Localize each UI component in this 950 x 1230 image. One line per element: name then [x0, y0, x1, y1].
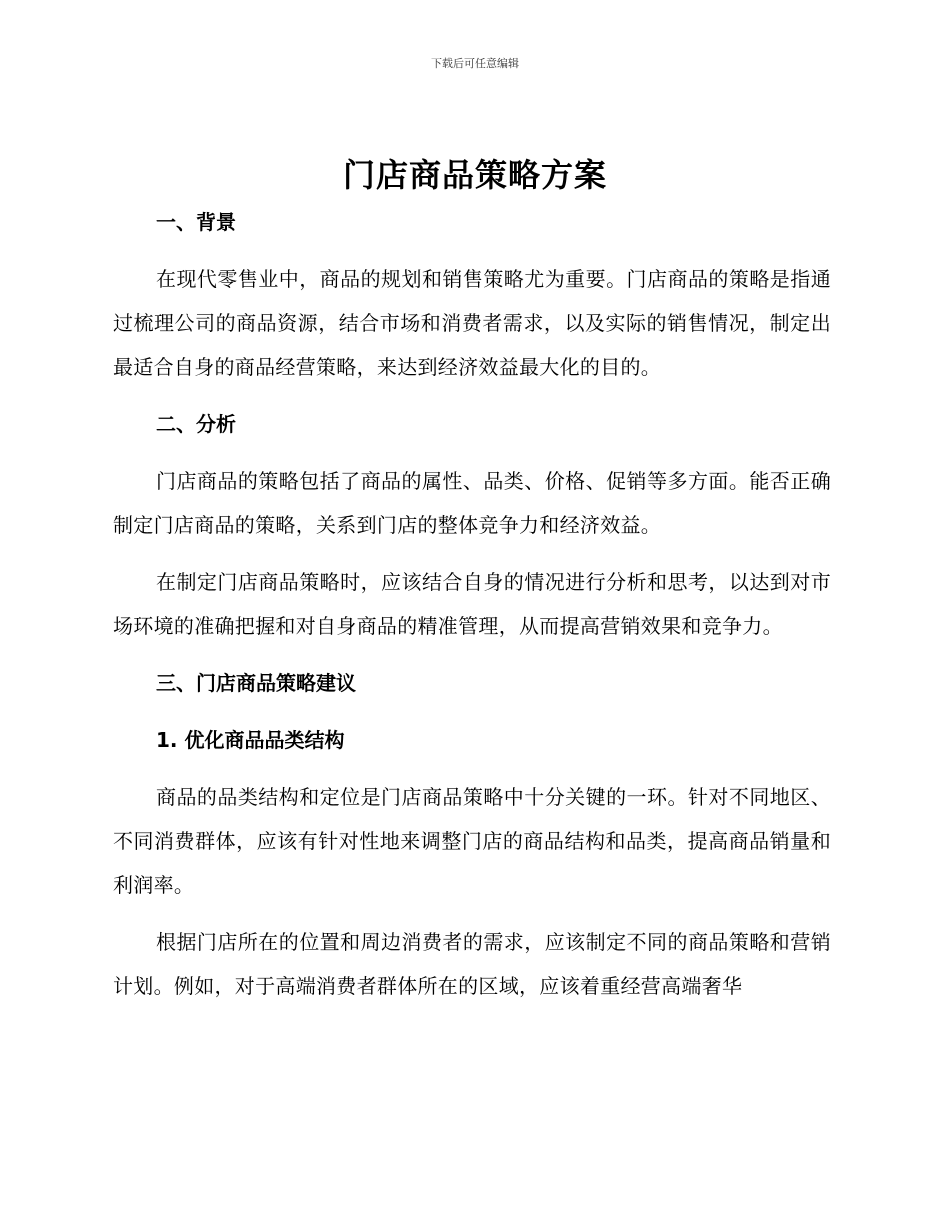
subsection-heading-category-structure: 1. 优化商品品类结构: [156, 728, 345, 752]
section-heading-suggestions: 三、门店商品策略建议: [156, 671, 356, 695]
category-structure-paragraph-2: 根据门店所在的位置和周边消费者的需求，应该制定不同的商品策略和营销计划。例如，对于高端消费者群体所在的区域，应该着重经营高端奢华: [113, 930, 831, 998]
document-title: 门店商品策略方案: [342, 156, 607, 194]
section-heading-analysis: 二、分析: [156, 412, 236, 436]
section-heading-background: 一、背景: [156, 210, 236, 234]
analysis-paragraph-1: 门店商品的策略包括了商品的属性、品类、价格、促销等多方面。能否正确制定门店商品的策略，关系到门店的整体竞争力和经济效益。: [113, 469, 831, 537]
page-header-note: 下载后可任意编辑: [431, 57, 519, 70]
document-body: [113, 200, 831, 1008]
background-paragraph: 在现代零售业中，商品的规划和销售策略尤为重要。门店商品的策略是指通过梳理公司的商品资源，结合市场和消费者需求，以及实际的销售情况，制定出最适合自身的商品经营策略，来达到经济效益最大化的目的。: [113, 267, 831, 379]
analysis-paragraph-2: 在制定门店商品策略时，应该结合自身的情况进行分析和思考，以达到对市场环境的准确把握和对自身商品的精准管理，从而提高营销效果和竞争力。: [113, 570, 831, 638]
category-structure-paragraph-1: 商品的品类结构和定位是门店商品策略中十分关键的一环。针对不同地区、不同消费群体，应该有针对性地来调整门店的商品结构和品类，提高商品销量和利润率。: [113, 785, 831, 897]
